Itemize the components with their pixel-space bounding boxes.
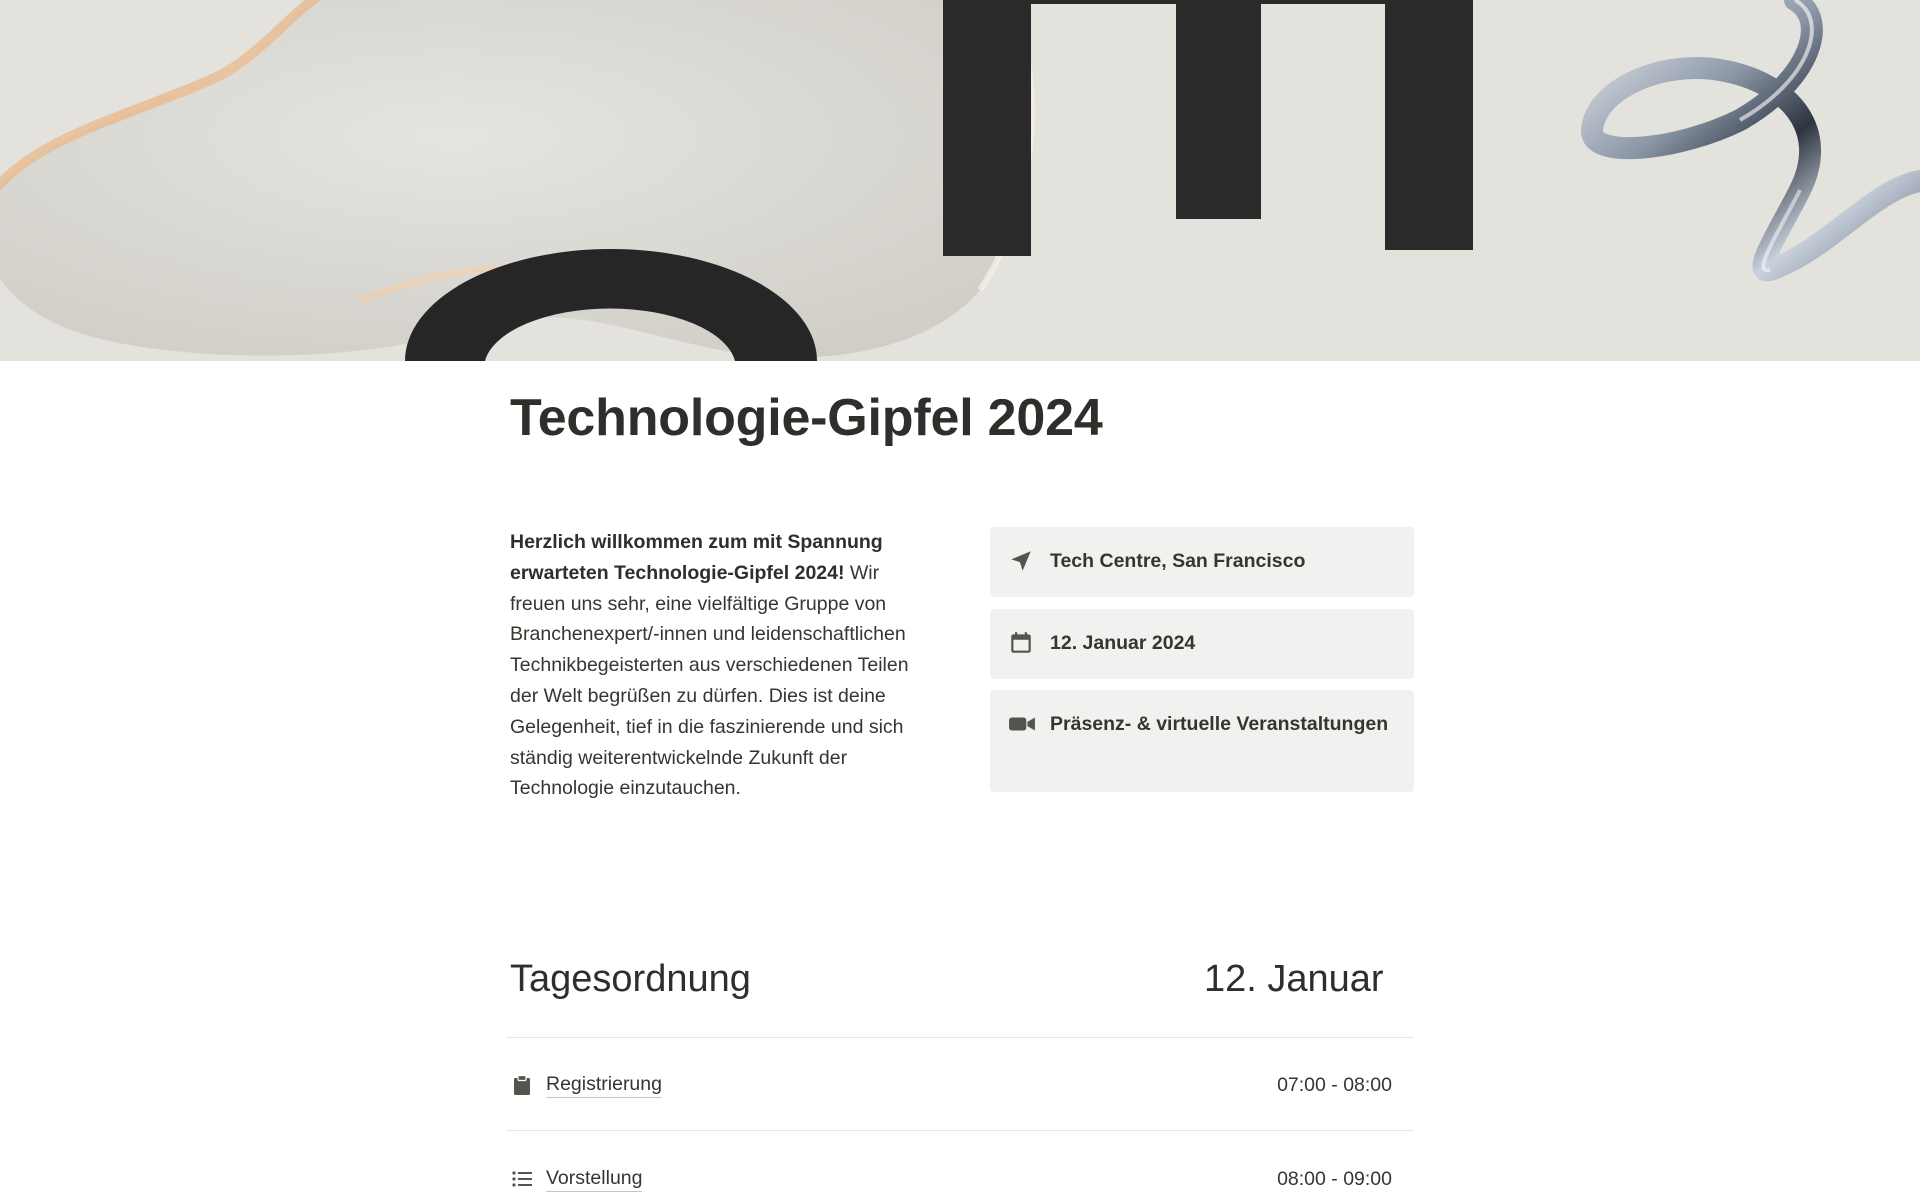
callout-date-text: 12. Januar 2024 bbox=[1050, 632, 1196, 654]
intro-paragraph[interactable] bbox=[510, 527, 920, 804]
page-title[interactable]: Technologie-Gipfel 2024 bbox=[510, 389, 1103, 447]
location-arrow-icon bbox=[1008, 548, 1038, 574]
callout-location-text: Tech Centre, San Francisco bbox=[1050, 550, 1306, 572]
intro-bold-text: Herzlich willkommen zum mit Spannung erwarteten Technologie-Gipfel 2024! bbox=[510, 531, 883, 584]
cover-artwork bbox=[0, 0, 1920, 361]
callout-location[interactable] bbox=[990, 527, 1414, 597]
callout-format[interactable] bbox=[990, 690, 1414, 792]
agenda-item-time: 08:00 - 09:00 bbox=[1277, 1167, 1392, 1190]
agenda-item-registrierung-link[interactable]: Registrierung bbox=[546, 1073, 662, 1098]
list-icon bbox=[510, 1166, 538, 1192]
agenda-row bbox=[510, 1162, 1392, 1196]
agenda-item-vorstellung-link[interactable]: Vorstellung bbox=[546, 1167, 642, 1192]
intro-body-text: Wir freuen uns sehr, eine vielfältige Gruppe von Branchenexpert/-innen und leidenschaftlichen Technikbegeisterten aus verschiedenen Teilen der Welt begrüßen zu dürfen. Dies ist deine Gelegenheit, tief in die faszinierende und sich ständig weiterentwickelnde Zukunft der Technologie einzutauchen. bbox=[510, 561, 909, 800]
callout-date[interactable] bbox=[990, 609, 1414, 679]
agenda-item-time: 07:00 - 08:00 bbox=[1277, 1073, 1392, 1096]
agenda-heading[interactable]: Tagesordnung bbox=[510, 958, 751, 1000]
clipboard-icon bbox=[510, 1072, 538, 1098]
callout-format-text: Präsenz- & virtuelle Veranstaltungen bbox=[1050, 713, 1389, 735]
agenda-row-divider bbox=[506, 1130, 1414, 1131]
cover-image[interactable] bbox=[0, 0, 1920, 361]
agenda-divider bbox=[506, 1037, 1414, 1038]
agenda-row bbox=[510, 1068, 1392, 1102]
calendar-icon bbox=[1008, 630, 1038, 656]
video-camera-icon bbox=[1008, 711, 1038, 737]
agenda-date[interactable]: 12. Januar bbox=[1204, 958, 1384, 1000]
